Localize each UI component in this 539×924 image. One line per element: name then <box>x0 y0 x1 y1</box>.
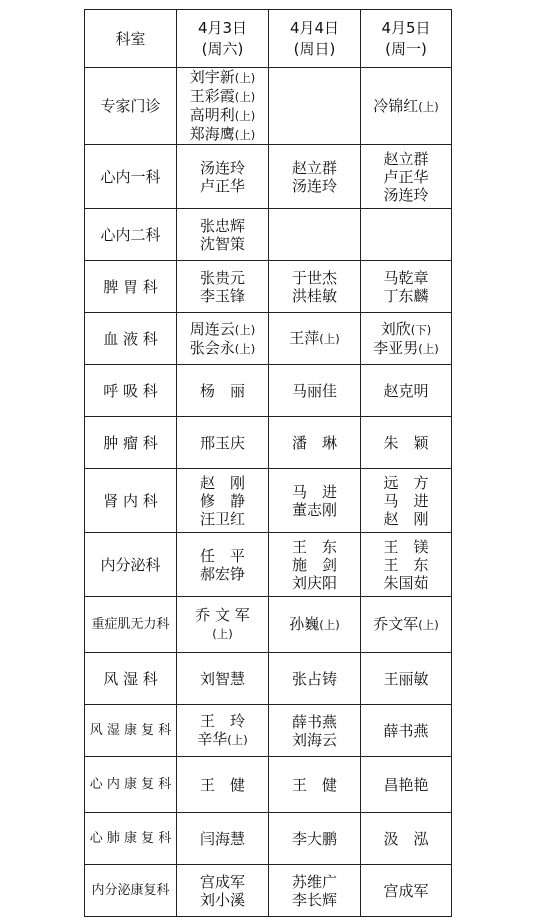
session-tag: (上) <box>418 618 439 632</box>
doctor-cell <box>177 757 269 813</box>
doctor-name: 张占铸 <box>291 669 337 688</box>
doctor-name: 王彩霞 <box>189 87 235 105</box>
doctor-name: 李玉锋 <box>199 286 245 305</box>
header-date: 4月3日 <box>197 18 248 37</box>
header-weekday: (周一) <box>385 39 427 58</box>
doctor-cell <box>177 261 269 313</box>
table-row <box>85 813 452 865</box>
session-tag: (上) <box>234 71 256 85</box>
doctor-cell <box>177 813 269 865</box>
doctor-name: 刘欣 <box>380 319 411 338</box>
doctor-name: 刘海云 <box>291 730 337 749</box>
header-date: 4月4日 <box>289 18 340 37</box>
doctor-name: 孙巍 <box>289 615 320 633</box>
session-tag: (上) <box>227 733 248 747</box>
dept-cell: 风 湿 科 <box>85 653 177 705</box>
doctor-cell <box>269 365 361 417</box>
doctor-entry <box>363 186 449 204</box>
session-tag: (上) <box>234 322 256 337</box>
doctor-entry <box>271 538 358 556</box>
doctor-cell <box>177 365 269 417</box>
doctor-name: 卢正华 <box>199 176 245 195</box>
doctor-entry <box>179 606 266 624</box>
duty-schedule-table <box>84 9 452 917</box>
doctor-cell <box>361 865 452 917</box>
session-tag: (上) <box>234 109 256 123</box>
doctor-entry <box>363 538 449 556</box>
doctor-name: 郝宏铮 <box>199 564 245 583</box>
doctor-cell <box>269 533 361 597</box>
table-row <box>85 68 452 145</box>
dept-cell: 心 肺 康 复 科 <box>85 813 177 865</box>
doctor-cell <box>177 653 269 705</box>
session-tag: (上) <box>319 618 340 632</box>
doctor-name: 汲 泓 <box>383 829 429 848</box>
doctor-entry <box>271 713 358 731</box>
doctor-cell <box>269 68 361 145</box>
doctor-entry <box>271 670 358 688</box>
dept-cell: 肾 内 科 <box>85 469 177 533</box>
doctor-name: 赵立群 <box>291 158 337 177</box>
doctor-entry <box>179 565 266 583</box>
doctor-cell <box>177 597 269 653</box>
doctor-name: 王 健 <box>291 775 337 794</box>
doctor-name: 高明利 <box>189 106 235 124</box>
doctor-entry <box>179 712 266 730</box>
doctor-name: 于世杰 <box>291 268 337 287</box>
doctor-name: 赵立群 <box>383 149 429 168</box>
session-tag: (上) <box>319 332 340 346</box>
dept-cell: 血 液 科 <box>85 313 177 365</box>
doctor-cell <box>269 757 361 813</box>
doctor-name: 乔 文 军 <box>195 606 250 624</box>
table-row <box>85 653 452 705</box>
doctor-entry <box>363 320 449 339</box>
doctor-entry <box>363 269 449 287</box>
schedule-body <box>85 10 452 917</box>
doctor-cell <box>361 813 452 865</box>
session-tag: (上) <box>234 341 256 356</box>
doctor-entry <box>179 339 266 358</box>
doctor-entry <box>179 269 266 287</box>
doctor-entry <box>271 731 358 749</box>
doctor-entry <box>363 510 449 528</box>
doctor-name: 刘宇新 <box>189 68 235 86</box>
doctor-entry <box>179 106 266 125</box>
doctor-name: 马丽佳 <box>291 381 337 400</box>
doctor-name: 马 进 <box>291 482 337 501</box>
header-dept: 科室 <box>85 10 177 68</box>
doctor-name: 丁东麟 <box>383 286 429 305</box>
session-tag: (下) <box>410 322 432 337</box>
doctor-name: 沈智策 <box>199 234 245 253</box>
table-row <box>85 209 452 261</box>
doctor-name: 张贵元 <box>199 268 245 287</box>
table-row <box>85 145 452 209</box>
doctor-name: 远 方 <box>383 473 429 492</box>
doctor-entry <box>271 776 358 794</box>
doctor-name: 修 静 <box>199 491 245 510</box>
doctor-name: 朱 颖 <box>383 433 429 452</box>
doctor-cell <box>269 313 361 365</box>
doctor-entry <box>271 891 358 909</box>
doctor-cell <box>269 813 361 865</box>
doctor-entry <box>271 501 358 519</box>
doctor-cell <box>361 313 452 365</box>
doctor-entry <box>363 882 449 900</box>
header-weekday: (周日) <box>293 39 336 58</box>
doctor-cell <box>269 597 361 653</box>
doctor-name: 潘 琳 <box>291 433 337 452</box>
doctor-entry <box>363 168 449 186</box>
doctor-cell <box>269 865 361 917</box>
doctor-cell <box>361 653 452 705</box>
dept-cell: 重症肌无力科 <box>85 597 177 653</box>
doctor-cell <box>177 68 269 145</box>
doctor-entry <box>363 830 449 848</box>
doctor-name: 郑海鹰 <box>189 125 235 143</box>
doctor-cell <box>269 705 361 757</box>
doctor-entry <box>363 434 449 452</box>
dept-cell: 专家门诊 <box>85 68 177 145</box>
doctor-name: 周连云 <box>189 319 235 338</box>
doctor-name: 邢玉庆 <box>199 433 245 452</box>
table-row <box>85 469 452 533</box>
doctor-entry <box>179 68 266 87</box>
doctor-entry <box>271 483 358 501</box>
doctor-name: 乔文军 <box>373 615 419 633</box>
doctor-entry <box>179 474 266 492</box>
doctor-cell <box>361 705 452 757</box>
dept-cell: 呼 吸 科 <box>85 365 177 417</box>
table-row <box>85 705 452 757</box>
session-tag: (上) <box>234 90 256 104</box>
session-tag: (上) <box>212 627 233 641</box>
doctor-name: 张忠辉 <box>199 216 245 235</box>
dept-cell: 内分泌科 <box>85 533 177 597</box>
doctor-cell <box>269 469 361 533</box>
table-row <box>85 597 452 653</box>
doctor-entry <box>271 329 358 348</box>
dept-cell: 内分泌康复科 <box>85 865 177 917</box>
doctor-name: 刘庆阳 <box>291 573 337 592</box>
doctor-name: 王 玲 <box>199 712 245 730</box>
doctor-name: 王 东 <box>383 555 429 574</box>
doctor-cell <box>361 757 452 813</box>
doctor-entry <box>179 510 266 528</box>
doctor-cell <box>361 365 452 417</box>
doctor-entry <box>271 269 358 287</box>
header-row <box>85 10 452 68</box>
doctor-cell <box>269 417 361 469</box>
doctor-entry <box>271 556 358 574</box>
doctor-cell <box>269 145 361 209</box>
doctor-name: 任 平 <box>199 546 245 565</box>
table-row <box>85 417 452 469</box>
doctor-name: 卢正华 <box>383 167 429 186</box>
doctor-name: 汪卫红 <box>199 509 245 528</box>
doctor-entry <box>363 287 449 305</box>
doctor-name: 王丽敏 <box>383 669 429 688</box>
doctor-entry <box>363 97 449 116</box>
doctor-name: 赵 刚 <box>383 509 429 528</box>
doctor-name: 王萍 <box>289 329 320 347</box>
doctor-name: 刘小溪 <box>199 890 245 909</box>
doctor-entry <box>363 556 449 574</box>
doctor-entry <box>179 125 266 144</box>
doctor-name: 宫成军 <box>383 881 429 900</box>
doctor-entry <box>179 177 266 195</box>
doctor-entry <box>179 547 266 565</box>
doctor-entry <box>363 722 449 740</box>
doctor-cell <box>177 705 269 757</box>
doctor-name: 薛书燕 <box>383 721 429 740</box>
doctor-cell <box>269 261 361 313</box>
doctor-name: 李亚男 <box>373 338 419 357</box>
doctor-cell <box>361 597 452 653</box>
doctor-name: 昌艳艳 <box>383 775 429 794</box>
table-row <box>85 533 452 597</box>
doctor-entry <box>363 615 449 634</box>
doctor-name: 闫海慧 <box>199 829 245 848</box>
doctor-name: 王 健 <box>199 775 245 794</box>
header-day <box>361 10 452 68</box>
doctor-cell <box>177 313 269 365</box>
doctor-name: 汤连玲 <box>383 185 429 204</box>
doctor-entry <box>271 574 358 592</box>
table-row <box>85 261 452 313</box>
session-tag: (上) <box>234 128 256 142</box>
doctor-entry <box>363 474 449 492</box>
doctor-entry <box>179 87 266 106</box>
doctor-entry <box>363 339 449 358</box>
doctor-name: 苏维广 <box>291 872 337 891</box>
doctor-entry <box>271 382 358 400</box>
doctor-name: 宫成军 <box>199 872 245 891</box>
dept-cell: 心内一科 <box>85 145 177 209</box>
doctor-cell <box>361 533 452 597</box>
doctor-cell <box>177 533 269 597</box>
doctor-entry <box>271 615 358 634</box>
doctor-name: 李大鹏 <box>291 829 337 848</box>
dept-cell: 心 内 康 复 科 <box>85 757 177 813</box>
doctor-name: 薛书燕 <box>291 712 337 731</box>
doctor-cell <box>177 209 269 261</box>
doctor-name: 张会永 <box>189 338 235 357</box>
doctor-cell <box>361 209 452 261</box>
doctor-name: 马乾章 <box>383 268 429 287</box>
doctor-entry <box>363 574 449 592</box>
doctor-name: 杨 丽 <box>199 381 245 400</box>
doctor-entry <box>179 776 266 794</box>
doctor-cell <box>361 68 452 145</box>
table-row <box>85 865 452 917</box>
doctor-name: 施 剑 <box>291 555 337 574</box>
doctor-name: 汤连玲 <box>291 176 337 195</box>
doctor-entry <box>179 830 266 848</box>
dept-cell: 心内二科 <box>85 209 177 261</box>
dept-cell: 脾 胃 科 <box>85 261 177 313</box>
doctor-name: 辛华 <box>197 730 228 748</box>
doctor-entry <box>179 217 266 235</box>
doctor-cell <box>177 145 269 209</box>
doctor-cell <box>269 653 361 705</box>
session-tag: (上) <box>418 341 439 356</box>
doctor-name: 王 东 <box>291 537 337 556</box>
dept-cell: 风 湿 康 复 科 <box>85 705 177 757</box>
doctor-name: 赵 刚 <box>199 473 245 492</box>
doctor-cell <box>361 261 452 313</box>
doctor-entry <box>271 873 358 891</box>
doctor-entry <box>271 287 358 305</box>
doctor-name: 冷锦红 <box>373 96 419 115</box>
doctor-entry <box>271 177 358 195</box>
table-row <box>85 757 452 813</box>
doctor-entry <box>179 434 266 452</box>
doctor-entry <box>179 670 266 688</box>
doctor-entry <box>363 776 449 794</box>
doctor-entry <box>363 382 449 400</box>
doctor-cell <box>361 145 452 209</box>
doctor-cell <box>177 469 269 533</box>
doctor-entry <box>363 670 449 688</box>
doctor-entry <box>271 830 358 848</box>
doctor-entry <box>179 159 266 177</box>
doctor-entry <box>271 434 358 452</box>
doctor-cell <box>361 417 452 469</box>
table-row <box>85 365 452 417</box>
table-row <box>85 313 452 365</box>
doctor-entry <box>179 320 266 339</box>
doctor-name: 王 镁 <box>383 537 429 556</box>
doctor-entry <box>363 150 449 168</box>
session-tag: (上) <box>418 99 439 114</box>
doctor-name: 朱国茹 <box>383 573 429 592</box>
doctor-entry <box>179 873 266 891</box>
doctor-entry <box>271 159 358 177</box>
doctor-cell <box>361 469 452 533</box>
doctor-name: 马 进 <box>383 491 429 510</box>
doctor-name: 刘智慧 <box>199 669 245 688</box>
doctor-cell <box>177 865 269 917</box>
doctor-cell <box>177 417 269 469</box>
header-day <box>177 10 269 68</box>
doctor-entry <box>179 492 266 510</box>
doctor-entry <box>179 382 266 400</box>
doctor-entry <box>179 624 266 643</box>
doctor-cell <box>269 209 361 261</box>
header-day <box>269 10 361 68</box>
dept-cell: 肿 瘤 科 <box>85 417 177 469</box>
doctor-name: 李长辉 <box>291 890 337 909</box>
doctor-name: 赵克明 <box>383 381 429 400</box>
doctor-entry <box>179 730 266 749</box>
doctor-entry <box>179 235 266 253</box>
doctor-name: 汤连玲 <box>199 158 245 177</box>
header-date: 4月5日 <box>381 18 431 37</box>
doctor-name: 董志刚 <box>291 500 337 519</box>
doctor-entry <box>179 891 266 909</box>
doctor-entry <box>363 492 449 510</box>
doctor-entry <box>179 287 266 305</box>
header-weekday: (周六) <box>201 39 244 58</box>
doctor-name: 洪桂敏 <box>291 286 337 305</box>
